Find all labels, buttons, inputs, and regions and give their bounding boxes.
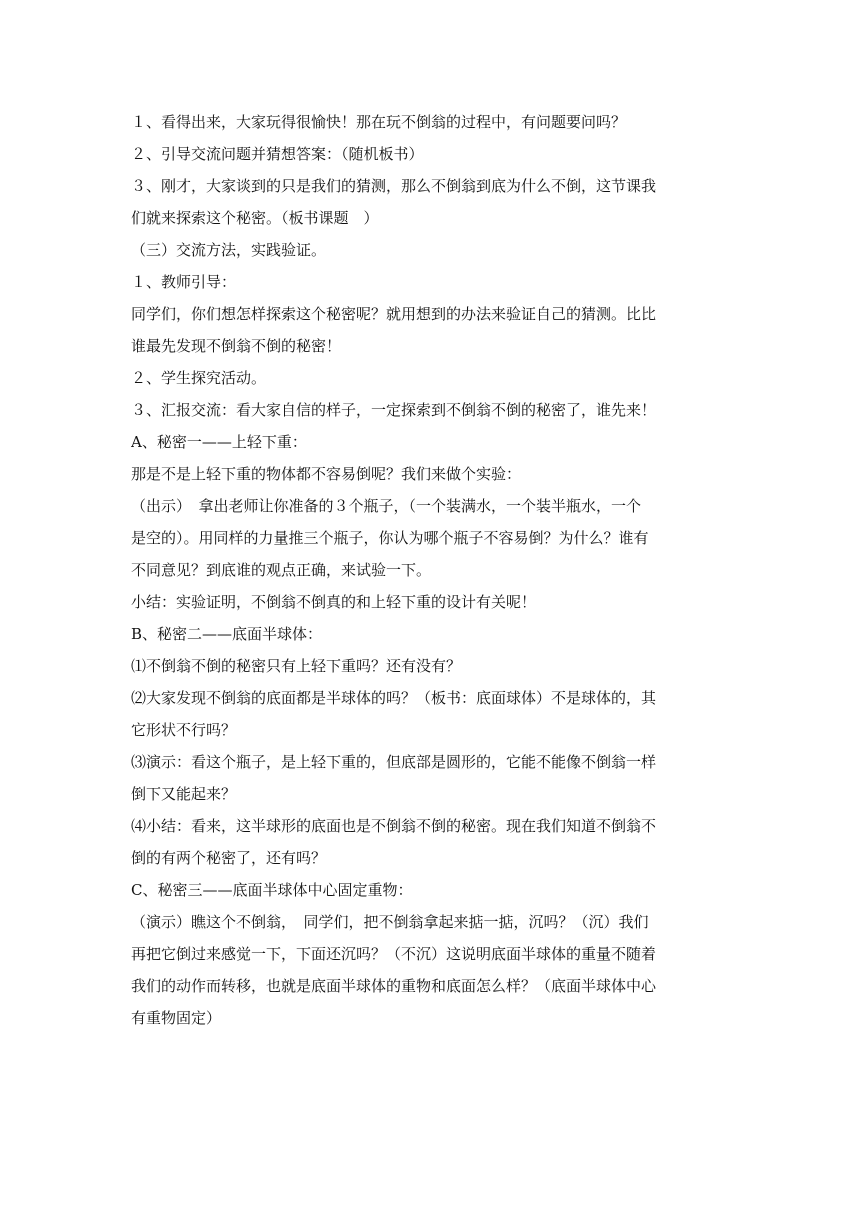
text-line: １、教师引导： bbox=[131, 273, 237, 291]
subsection-heading: B、秘密二——底面半球体： bbox=[131, 625, 323, 643]
text-line: 同学们，你们想怎样探索这个秘密呢？就用想到的办法来验证自己的猜测。比比 bbox=[131, 305, 657, 323]
text-line: ２、学生探究活动。 bbox=[131, 369, 267, 387]
section-heading: （三）交流方法，实践验证。 bbox=[131, 241, 327, 259]
document-body bbox=[131, 106, 731, 1034]
text-line: 它形状不行吗？ bbox=[131, 721, 237, 739]
text-line: ⑷小结：看来，这半球形的底面也是不倒翁不倒的秘密。现在我们知道不倒翁不 bbox=[131, 817, 657, 835]
text-line: 倒的有两个秘密了，还有吗？ bbox=[131, 849, 327, 867]
text-line: 是空的）。用同样的力量推三个瓶子，你认为哪个瓶子不容易倒？为什么？谁有 bbox=[131, 529, 649, 547]
text-line: ２、引导交流问题并猜想答案：（随机板书） bbox=[131, 145, 424, 163]
text-line: 倒下又能起来？ bbox=[131, 785, 237, 803]
text-line: （演示）瞧这个不倒翁， 同学们，把不倒翁拿起来掂一掂，沉吗？（沉）我们 bbox=[131, 913, 649, 931]
subsection-heading: A、秘密一——上轻下重： bbox=[131, 433, 307, 451]
text-line: １、看得出来，大家玩得很愉快！那在玩不倒翁的过程中，有问题要问吗？ bbox=[131, 113, 627, 131]
text-line: 再把它倒过来感觉一下，下面还沉吗？（不沉）这说明底面半球体的重量不随着 bbox=[131, 945, 657, 963]
text-line: 有重物固定） bbox=[131, 1009, 222, 1027]
text-line: 那是不是上轻下重的物体都不容易倒呢？我们来做个实验： bbox=[131, 465, 522, 483]
text-line: 我们的动作而转移，也就是底面半球体的重物和底面怎么样？（底面半球体中心 bbox=[131, 977, 657, 995]
text-line: ⑶演示：看这个瓶子，是上轻下重的，但底部是圆形的，它能不能像不倒翁一样 bbox=[131, 753, 657, 771]
text-line: ３、汇报交流：看大家自信的样子，一定探索到不倒翁不倒的秘密了，谁先来！ bbox=[131, 401, 657, 419]
text-line: （出示） 拿出老师让你准备的３个瓶子，（一个装满水，一个装半瓶水，一个 bbox=[131, 497, 642, 515]
text-line: 不同意见？到底谁的观点正确，来试验一下。 bbox=[131, 561, 432, 579]
text-line: 们就来探索这个秘密。（板书课题 ） bbox=[131, 209, 379, 227]
text-line: ⑵大家发现不倒翁的底面都是半球体的吗？（板书：底面球体）不是球体的，其 bbox=[131, 689, 657, 707]
text-line: ⑴不倒翁不倒的秘密只有上轻下重吗？还有没有？ bbox=[131, 657, 462, 675]
text-line: 谁最先发现不倒翁不倒的秘密！ bbox=[131, 337, 342, 355]
text-line: 小结：实验证明，不倒翁不倒真的和上轻下重的设计有关呢！ bbox=[131, 593, 537, 611]
subsection-heading: C、秘密三——底面半球体中心固定重物： bbox=[131, 881, 413, 899]
text-line: ３、刚才，大家谈到的只是我们的猜测，那么不倒翁到底为什么不倒，这节课我 bbox=[131, 177, 657, 195]
